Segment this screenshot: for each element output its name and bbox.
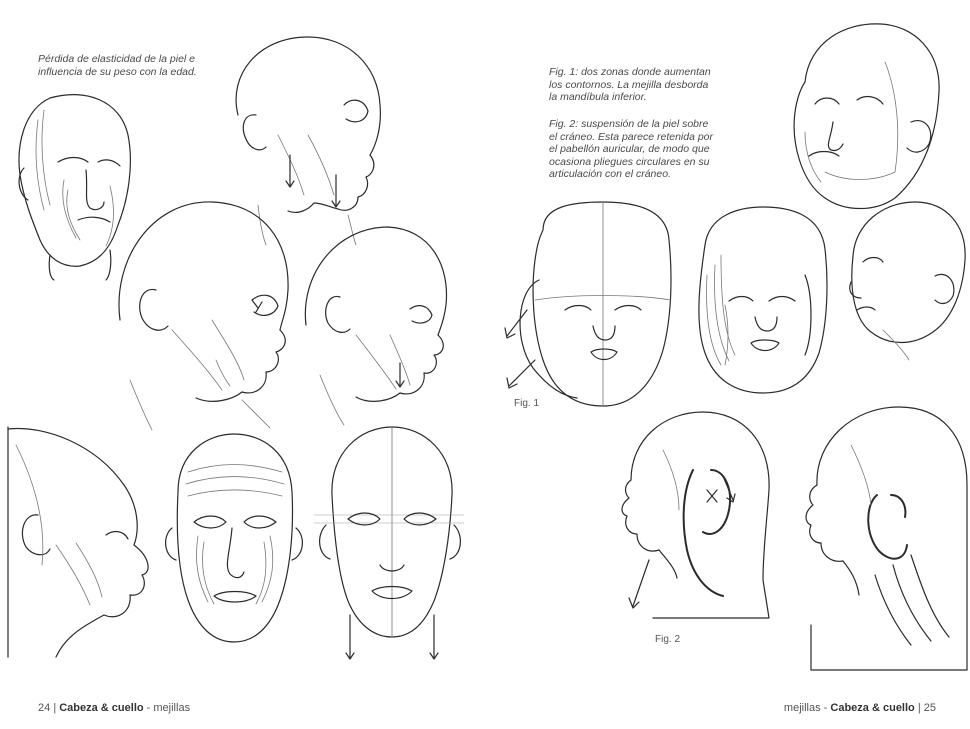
right-footer-section: Cabeza & cuello bbox=[830, 702, 915, 714]
bald-head-profile-large-sketch bbox=[781, 405, 967, 670]
right-page-number: 25 bbox=[923, 702, 936, 714]
elderly-head-front-construction-sketch bbox=[314, 425, 464, 665]
fig2-caption-line-4: ocasiona pliegues circulares en su bbox=[549, 155, 710, 168]
left-caption-line-1: Pérdida de elasticidad de la piel e bbox=[38, 53, 196, 65]
fig1-caption-line-3: la mandíbula inferior. bbox=[549, 91, 647, 103]
fig1-label: Fig. 1 bbox=[514, 398, 540, 409]
elderly-head-profile-large-sketch bbox=[112, 200, 297, 430]
right-footer-separator: | bbox=[917, 702, 921, 714]
left-footer-dash: - bbox=[146, 702, 151, 714]
elderly-head-front-wrinkles-sketch bbox=[158, 432, 308, 647]
fig2-caption-line-1: Fig. 2: suspensión de la piel sobre bbox=[549, 118, 709, 130]
left-page-number: 24 bbox=[38, 702, 51, 714]
left-footer-section: Cabeza & cuello bbox=[59, 702, 144, 714]
baby-head-front-shaded-sketch bbox=[685, 205, 830, 395]
left-footer-topic: mejillas bbox=[153, 702, 191, 714]
right-footer-topic: mejillas bbox=[783, 702, 821, 714]
fig2-caption bbox=[549, 118, 739, 181]
fig2-label: Fig. 2 bbox=[655, 634, 681, 645]
right-footer-dash: - bbox=[823, 702, 828, 714]
right-footer bbox=[784, 702, 936, 714]
fig2-caption-line-3: el pabellón auricular, de modo que bbox=[549, 143, 710, 155]
fig1-caption bbox=[549, 66, 739, 104]
baby-head-small-sketch bbox=[843, 200, 968, 360]
right-page bbox=[485, 0, 970, 729]
left-footer bbox=[38, 702, 190, 714]
fig2-caption-line-2: el cráneo. Esta parece retenida por bbox=[549, 130, 714, 143]
elderly-head-profile-bottom-sketch bbox=[6, 425, 156, 660]
elderly-head-profile-smaller-sketch bbox=[300, 225, 460, 425]
baby-head-front-fig1-sketch bbox=[503, 200, 678, 410]
left-caption bbox=[38, 53, 238, 78]
left-footer-separator: | bbox=[53, 702, 57, 714]
bald-head-profile-fig2-sketch bbox=[603, 410, 778, 620]
fig1-caption-line-2: los contornos. La mejilla desborda bbox=[549, 78, 709, 91]
fig2-caption-line-5: articulación con el cráneo. bbox=[549, 168, 671, 180]
fig1-caption-line-1: Fig. 1: dos zonas donde aumentan bbox=[549, 66, 711, 78]
baby-head-three-quarter-sketch bbox=[785, 22, 945, 212]
left-caption-line-2: influencia de su peso con la edad. bbox=[38, 65, 197, 78]
